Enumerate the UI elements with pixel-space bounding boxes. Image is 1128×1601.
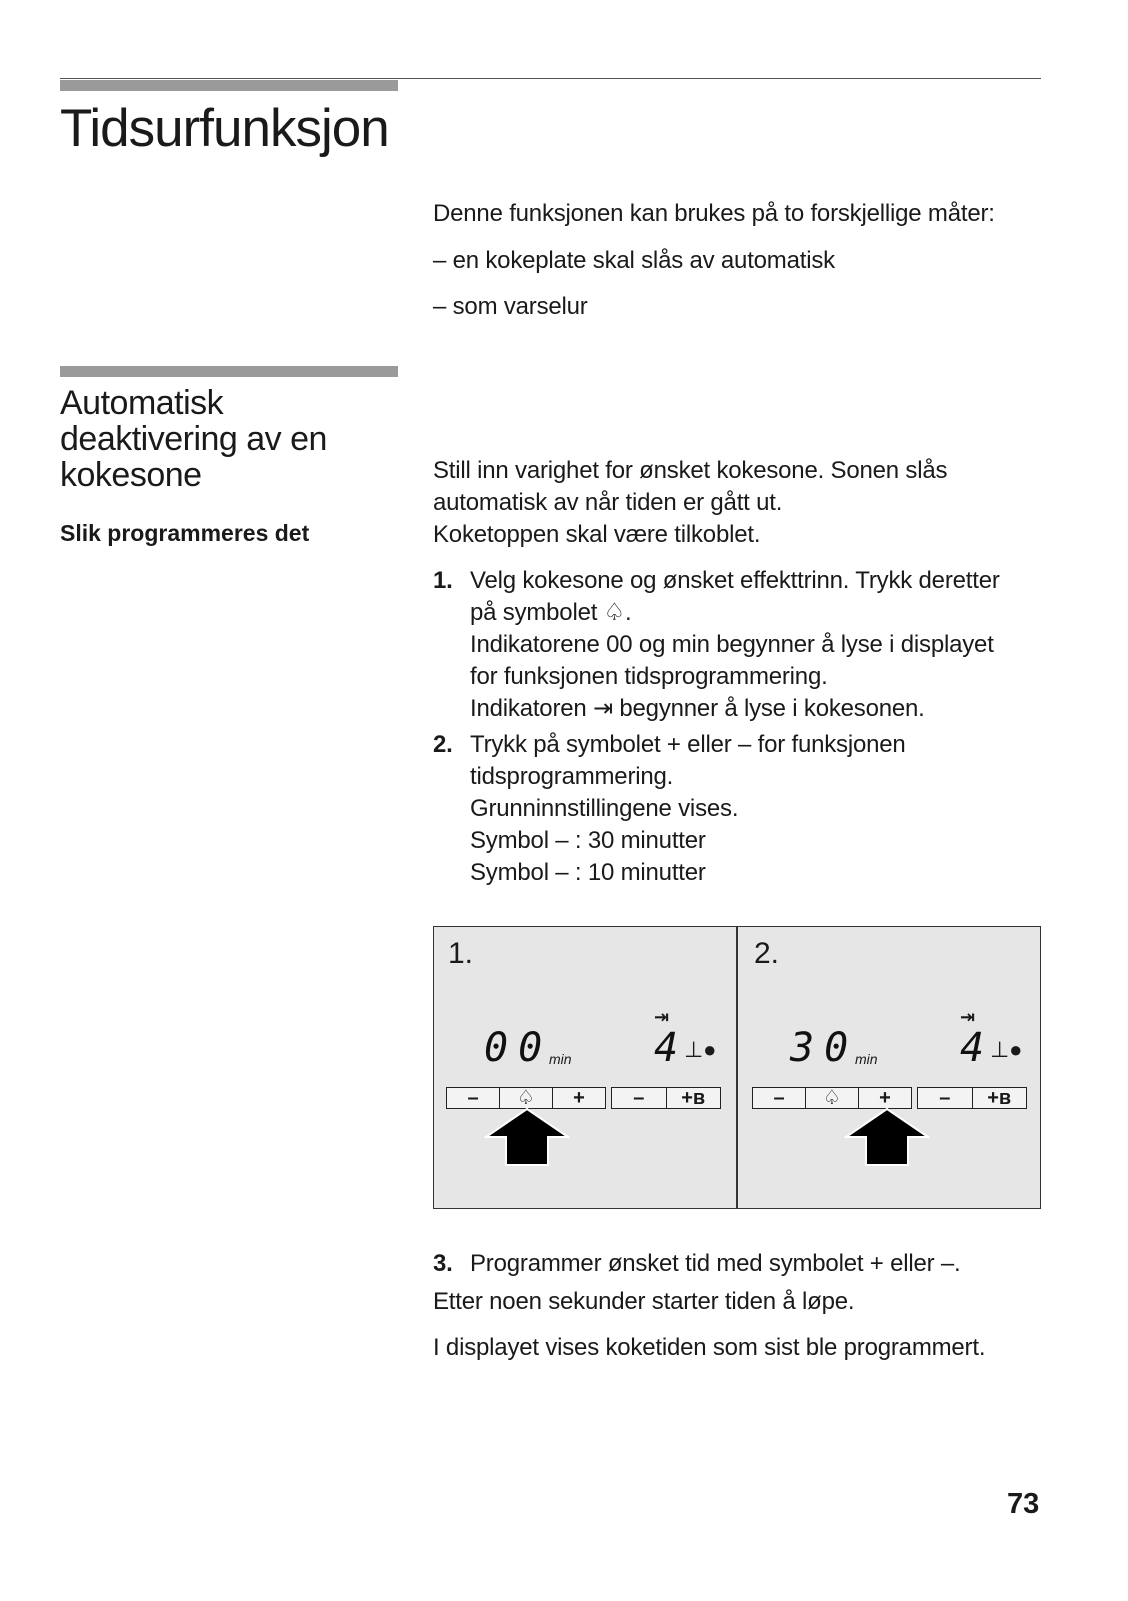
- section-heading-line-1: Automatisk: [60, 384, 224, 422]
- panel-1-zone-icon: ⊥●: [684, 1037, 717, 1062]
- panel-2-minus-key[interactable]: –: [773, 1087, 785, 1109]
- panel-2-timer-keys: [752, 1087, 912, 1109]
- page-title: Tidsurfunksjon: [60, 99, 389, 158]
- panel-1-timer-keys: [446, 1087, 606, 1109]
- panel-2-arrow-icon: [844, 1107, 930, 1167]
- step-3: [433, 1248, 1073, 1364]
- panel-1-plus-key[interactable]: +: [552, 1088, 605, 1108]
- panel-2-bell-key[interactable]: ♤: [805, 1088, 858, 1108]
- panel-1-label: 1.: [448, 937, 474, 970]
- intro-option-1: – en kokeplate skal slås av automatisk: [433, 247, 835, 274]
- desc-line-2: automatisk av når tiden er gått ut.: [433, 489, 783, 516]
- panel-2-plus-key[interactable]: +: [858, 1088, 911, 1108]
- step-1-line-1: Velg kokesone og ønsket effekttrinn. Trykk deretter: [470, 567, 1000, 594]
- step-1-line-3: Indikatorene 00 og min begynner å lyse i displayet: [470, 631, 994, 658]
- panel-1-zone-timer-icon: ⇥: [654, 1007, 670, 1027]
- after-line-1: Etter noen sekunder starter tiden å løpe.: [433, 1288, 855, 1315]
- panel-1-zone-level: 4: [654, 1025, 689, 1071]
- figure-divider: [736, 927, 738, 1208]
- figure-panel: [433, 926, 1041, 1209]
- section-rule: [60, 366, 398, 377]
- intro-lead: Denne funksjonen kan brukes på to forskjellige måter:: [433, 200, 995, 227]
- step-2-line-4: Symbol – : 30 minutter: [470, 827, 706, 854]
- panel-2-unit: min: [855, 1051, 878, 1067]
- section-heading-line-2: deaktivering av en: [60, 420, 327, 458]
- header-rule-thin: [60, 78, 1041, 79]
- section-subheading: Slik programmeres det: [60, 520, 310, 546]
- step-2-line-5: Symbol – : 10 minutter: [470, 859, 706, 886]
- step-2-number: 2.: [433, 731, 453, 758]
- panel-1-unit: min: [549, 1051, 572, 1067]
- panel-2-label: 2.: [754, 937, 780, 970]
- panel-1-minus-key[interactable]: –: [467, 1087, 479, 1109]
- section-heading: [60, 385, 405, 493]
- step-2: [433, 729, 1073, 889]
- section-heading-line-3: kokesone: [60, 456, 202, 494]
- step-3-number: 3.: [433, 1250, 453, 1277]
- step-2-line-1: Trykk på symbolet + eller – for funksjonen: [470, 731, 906, 758]
- page-number: 73: [1007, 1488, 1040, 1520]
- panel-1-bell-key[interactable]: ♤: [499, 1088, 552, 1108]
- intro-option-2: – som varselur: [433, 293, 588, 320]
- panel-2-display: 30: [790, 1025, 859, 1071]
- step-1-number: 1.: [433, 567, 453, 594]
- panel-1-zone-keys: [611, 1087, 721, 1109]
- after-line-2: I displayet vises koketiden som sist ble programmert.: [433, 1334, 986, 1361]
- intro-block: [433, 198, 1053, 323]
- step-1-line-2: på symbolet ♤.: [470, 599, 632, 626]
- desc-line-1: Still inn varighet for ønsket kokesone. Sonen slås: [433, 457, 948, 484]
- panel-2-zone-timer-icon: ⇥: [960, 1007, 976, 1027]
- panel-1-zone-minus-key[interactable]: –: [633, 1087, 645, 1109]
- panel-2-zone-icon: ⊥●: [990, 1037, 1023, 1062]
- panel-2-zone-keys: [917, 1087, 1027, 1109]
- panel-2-zone-minus-key[interactable]: –: [939, 1087, 951, 1109]
- step-1: [433, 565, 1073, 725]
- panel-1-zone-plus-key[interactable]: +ʙ: [666, 1088, 721, 1108]
- step-1-line-4: for funksjonen tidsprogrammering.: [470, 663, 828, 690]
- header-rule-thick: [60, 80, 398, 91]
- panel-1-display: 00: [484, 1025, 553, 1071]
- step-3-line-1: Programmer ønsket tid med symbolet + eller –.: [470, 1250, 961, 1277]
- step-2-line-2: tidsprogrammering.: [470, 763, 674, 790]
- panel-1-arrow-icon: [484, 1107, 570, 1167]
- panel-2-zone-level: 4: [960, 1025, 995, 1071]
- section-description: [433, 455, 1063, 551]
- step-2-line-3: Grunninnstillingene vises.: [470, 795, 739, 822]
- desc-line-3: Koketoppen skal være tilkoblet.: [433, 521, 761, 548]
- panel-2-zone-plus-key[interactable]: +ʙ: [972, 1088, 1027, 1108]
- step-1-line-5: Indikatoren ⇥ begynner å lyse i kokesonen.: [470, 695, 925, 722]
